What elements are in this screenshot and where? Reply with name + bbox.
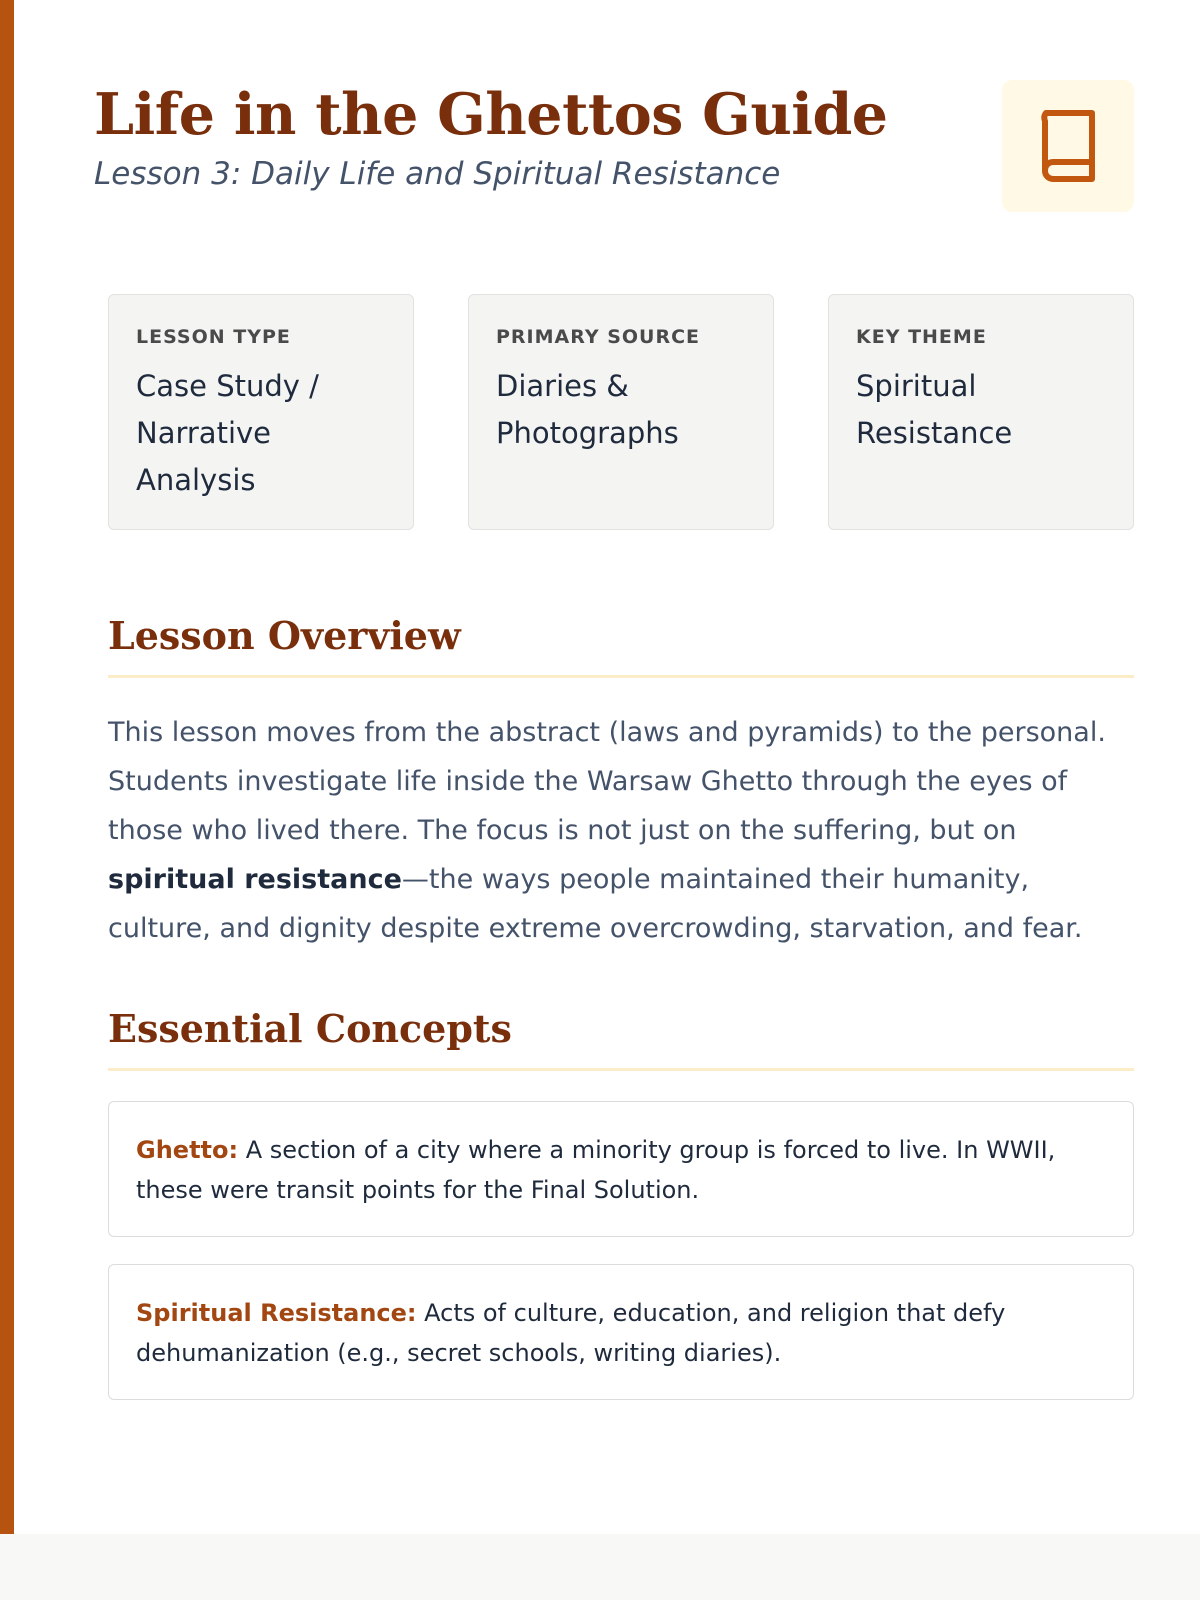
page-header — [94, 80, 1134, 215]
book-icon — [1037, 108, 1099, 184]
page-subtitle: Lesson 3: Daily Life and Spiritual Resistance — [94, 156, 781, 192]
concept-term: Ghetto: — [136, 1136, 239, 1164]
card-value: Spiritual Resistance — [856, 369, 1013, 450]
card-value: Diaries & Photographs — [496, 369, 679, 450]
book-icon-container — [1002, 80, 1134, 212]
card-label: LESSON TYPE — [136, 326, 291, 348]
overview-text-end: —the ways people maintained their humanity, culture, and dignity despite extreme overcrowding, starvation, and fear. — [108, 864, 1083, 944]
concept-card-spiritual-resistance — [108, 1264, 1134, 1400]
card-value: Case Study / Narrative Analysis — [136, 369, 319, 497]
overview-heading: Lesson Overview — [108, 611, 1134, 678]
overview-text-bold: spiritual resistance — [108, 864, 402, 895]
overview-text — [108, 708, 1134, 953]
concept-definition: A section of a city where a minority group is forced to live. In WWII, these were transit points for the Final Solution. — [136, 1136, 1056, 1204]
info-card-lesson-type — [108, 294, 414, 530]
overview-text-start: This lesson moves from the abstract (laws and pyramids) to the personal. Students investigate life inside the Warsaw Ghetto through the eyes of those who lived there. The focus is not just on the suffering, but on — [108, 717, 1106, 846]
concept-card-ghetto — [108, 1101, 1134, 1237]
concept-term: Spiritual Resistance: — [136, 1299, 417, 1327]
card-label: PRIMARY SOURCE — [496, 326, 701, 348]
concepts-heading: Essential Concepts — [108, 1004, 1134, 1071]
card-label: KEY THEME — [856, 326, 987, 348]
info-card-primary-source — [468, 294, 774, 530]
page-title: Life in the Ghettos Guide — [94, 81, 888, 148]
info-card-key-theme — [828, 294, 1134, 530]
concept-definition: Acts of culture, education, and religion that defy dehumanization (e.g., secret schools, writing diaries). — [136, 1299, 1006, 1367]
info-cards — [94, 294, 1134, 530]
